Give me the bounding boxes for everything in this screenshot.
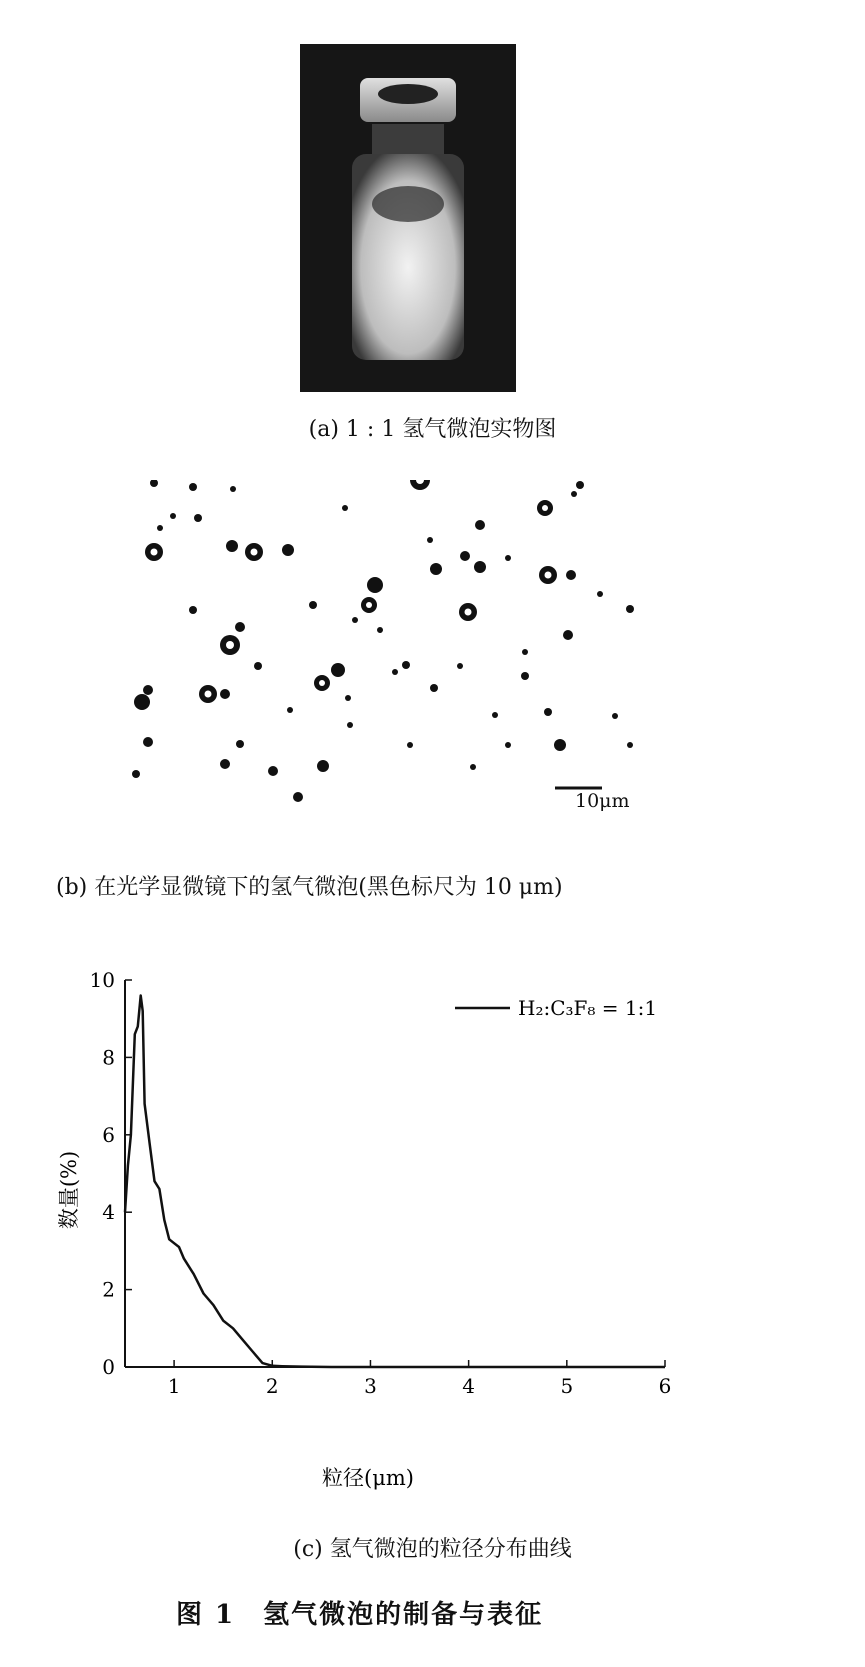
vial-illustration bbox=[300, 44, 516, 392]
x-tick-label: 5 bbox=[560, 1374, 574, 1398]
panel-b-caption: (b) 在光学显微镜下的氢气微泡(黑色标尺为 10 μm) bbox=[56, 875, 563, 900]
chart-lines bbox=[125, 996, 665, 1368]
panel-c-caption: (c) 氢气微泡的粒径分布曲线 bbox=[293, 1537, 572, 1562]
y-tick-label: 2 bbox=[102, 1277, 115, 1302]
vial-photo bbox=[300, 44, 516, 392]
y-tick-label: 0 bbox=[102, 1355, 115, 1379]
panel-a-caption: (a) 1 : 1 氢气微泡实物图 bbox=[308, 417, 557, 442]
x-tick-label: 2 bbox=[265, 1374, 279, 1398]
legend-label: H₂:C₃F₈ = 1:1 bbox=[518, 996, 658, 1020]
chart-ticks bbox=[90, 968, 672, 1398]
y-tick-label: 10 bbox=[89, 968, 115, 992]
size-distribution-chart bbox=[40, 950, 740, 1510]
figure-title: 图 1 氢气微泡的制备与表征 bbox=[176, 1600, 544, 1630]
scale-bar-label: 10μm bbox=[575, 790, 630, 812]
series-line-0 bbox=[125, 996, 665, 1368]
x-tick-label: 3 bbox=[364, 1374, 377, 1398]
y-tick-label: 4 bbox=[102, 1200, 115, 1225]
chart-legend bbox=[455, 996, 657, 1020]
y-tick-label: 6 bbox=[102, 1122, 115, 1147]
x-tick-label: 4 bbox=[462, 1374, 476, 1398]
y-tick-label: 8 bbox=[102, 1045, 115, 1070]
x-tick-label: 6 bbox=[658, 1374, 672, 1398]
bubble-dots bbox=[132, 480, 634, 802]
x-tick-label: 1 bbox=[167, 1374, 181, 1398]
x-axis-label: 粒径(μm) bbox=[322, 1466, 414, 1490]
y-axis-label: 数量(%) bbox=[57, 1150, 81, 1230]
chart-axes bbox=[125, 980, 665, 1367]
